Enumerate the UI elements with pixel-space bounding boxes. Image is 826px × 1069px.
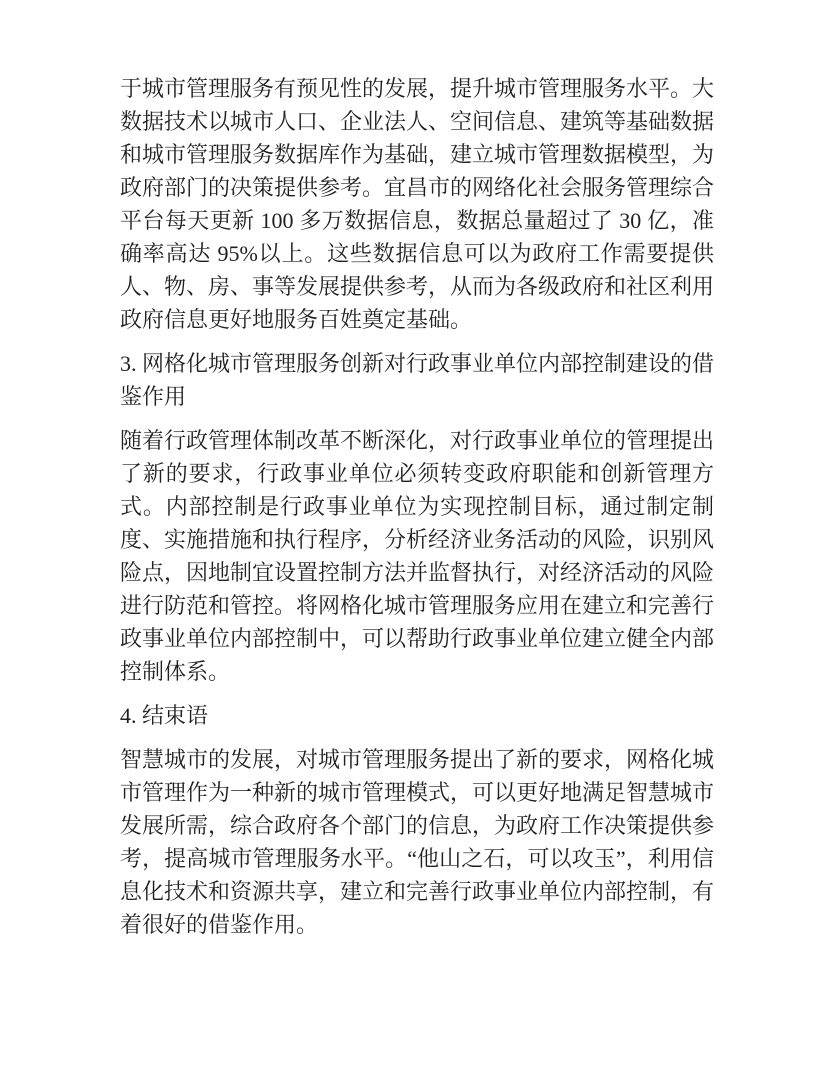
- body-paragraph-internal-control: 随着行政管理体制改革不断深化，对行政事业单位的管理提出了新的要求，行政事业单位必须转变政府职能和创新管理方式。内部控制是行政事业单位为实现控制目标，通过制定制度、实施措施和执行程序，分析经济业务活动的风险，识别风险点，因地制宜设置控制方法并监督执行，对经济活动的风险进行防范和管控。将网格化城市管理服务应用在建立和完善行政事业单位内部控制中，可以帮助行政事业单位建立健全内部控制体系。: [120, 428, 715, 684]
- body-paragraph-continuation: 于城市管理服务有预见性的发展，提升城市管理服务水平。大数据技术以城市人口、企业法人、空间信息、建筑等基础数据和城市管理服务数据库作为基础，建立城市管理数据模型，为政府部门的决策提供参考。宜昌市的网络化社会服务管理综合平台每天更新 100 多万数据信息，数据总量超过了 30 亿，准确率高达 95%以上。这些数据信息可以为政府工作需要提供人、物、房、事等发展提供参考，从而为各级政府和社区利用政府信息更好地服务百姓奠定基础。: [120, 76, 715, 332]
- body-paragraph-conclusion: 智慧城市的发展，对城市管理服务提出了新的要求，网格化城市管理作为一种新的城市管理模式，可以更好地满足智慧城市发展所需，综合政府各个部门的信息，为政府工作决策提供参考，提高城市管理服务水平。“他山之石，可以攻玉”，利用信息化技术和资源共享，建立和完善行政事业单位内部控制，有着很好的借鉴作用。: [120, 747, 715, 937]
- section-heading-4-conclusion: 4. 结束语: [120, 703, 209, 728]
- section-heading-3: 3. 网格化城市管理服务创新对行政事业单位内部控制建设的借鉴作用: [120, 351, 715, 409]
